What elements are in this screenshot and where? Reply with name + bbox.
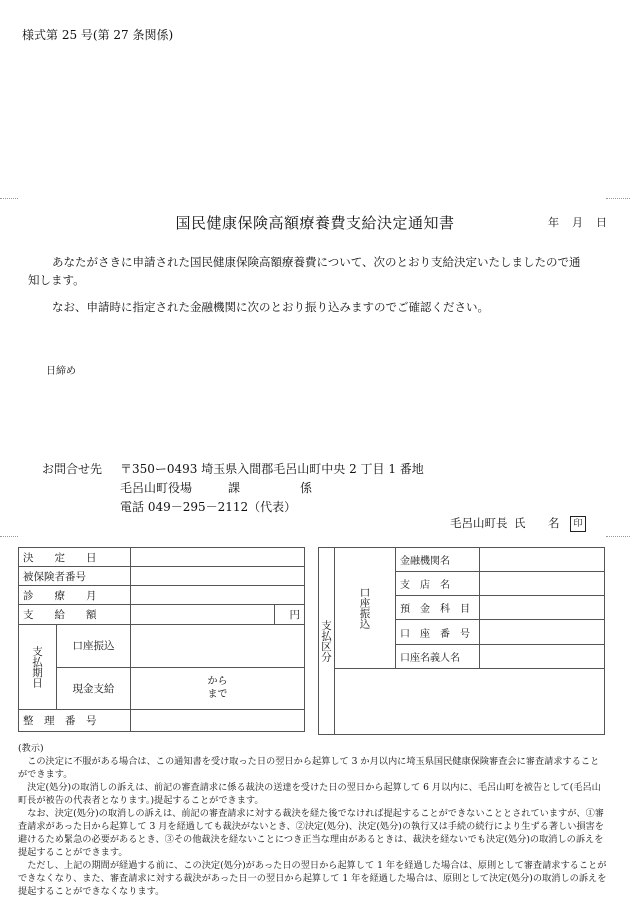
deposit-type-label: 預 金 科 目 [396, 596, 480, 620]
date-day: 日 [596, 216, 607, 229]
note-2: 決定(処分)の取消しの訴えは、前記の審査請求に係る裁決の送達を受けた日の翌日から起算して 6 月以内に、毛呂山町を被告として(毛呂山町長が被告の代表者となります。)提起することができます。 [18, 782, 601, 806]
form-number: 様式第 25 号(第 27 条関係) [22, 28, 174, 42]
insured-number-value [131, 567, 305, 586]
cash-period [131, 667, 305, 710]
branch-name-value [480, 572, 605, 596]
mayor-name-label: 氏 [514, 516, 526, 530]
date-year: 年 [548, 216, 559, 229]
decision-date-label: 決 定 日 [19, 548, 131, 567]
cash-label: 現金支給 [57, 667, 131, 710]
contact-label: お問合せ先 [42, 462, 103, 476]
account-holder-value [480, 644, 605, 668]
deposit-type-value [480, 596, 605, 620]
pay-period-label: 支払期日 [19, 625, 57, 710]
from-label: から [207, 676, 228, 688]
branch-name-label: 支 店 名 [396, 572, 480, 596]
decision-date-value [131, 548, 305, 567]
mayor-seal [570, 515, 586, 532]
seal-icon: 印 [570, 516, 586, 532]
deadline-label: 日締め [46, 366, 76, 377]
mayor-title: 毛呂山町長 [450, 516, 508, 530]
mayor-name-label-2: 名 [548, 516, 560, 530]
yen-unit: 円 [275, 605, 305, 625]
pay-category-label: 支払区分 [319, 548, 335, 735]
insured-number-label: 被保険者番号 [19, 567, 131, 586]
account-transfer-label: 口座振込 [335, 548, 396, 669]
note-4: ただし、上記の期間が経過する前に、この決定(処分)があった日の翌日から起算して 1 年を経過した場合は、原則として審査請求することができなくなり、また、審査請求に対する裁決があった日一の翌日から起算して 1 年を経過した場合は、原則として決定(処分)の取消しの訴えを提起することができなくなります。 [18, 860, 607, 897]
note-1: この決定に不服がある場合は、この通知書を受け取った日の翌日から起算して 3 か月以内に埼玉県国民健康保険審査会に審査請求することができます。 [18, 756, 600, 780]
document-title: 国民健康保険高額療養費支給決定通知書 [175, 214, 455, 232]
bank-account-table [318, 547, 605, 735]
amount-label: 支 給 額 [19, 605, 131, 625]
ref-number-value [131, 710, 305, 732]
ref-number-label: 整 理 番 号 [19, 710, 131, 732]
instructions-section [18, 742, 608, 898]
date-month: 月 [572, 216, 583, 229]
cash-pay-area [335, 668, 605, 734]
body-para2: なお、申請時に指定された金融機関に次のとおり振り込みますのでご確認ください。 [52, 300, 489, 314]
amount-value [131, 605, 275, 625]
fold-mark-right [606, 198, 630, 199]
contact-address: 〒350ー0493 埼玉県入間郡毛呂山町中央 2 丁目 1 番地 [120, 462, 424, 476]
fold-mark-right-2 [606, 536, 630, 537]
notes-header: (教示) [18, 743, 44, 754]
payment-details-table [18, 547, 305, 732]
fold-mark-left-2 [0, 536, 18, 537]
treatment-month-label: 診 療 月 [19, 586, 131, 605]
account-number-value [480, 620, 605, 644]
treatment-month-value [131, 586, 305, 605]
contact-office: 毛呂山町役場 課 係 [120, 481, 313, 495]
body-para1-line1: あなたがさきに申請された国民健康保険高額療養費について、次のとおり支給決定いたしましたので通 [52, 255, 581, 269]
account-number-label: 口 座 番 号 [396, 620, 480, 644]
bank-transfer-value [131, 625, 305, 668]
body-para1-line2: 知します。 [28, 273, 85, 287]
bank-name-value [480, 548, 605, 572]
fold-mark-left [0, 198, 18, 199]
bank-transfer-label: 口座振込 [57, 625, 131, 668]
bank-name-label: 金融機関名 [396, 548, 480, 572]
account-holder-label: 口座名義人名 [396, 644, 480, 668]
until-label: まで [207, 689, 228, 701]
contact-phone: 電話 049－295－2112（代表） [120, 500, 297, 514]
note-3: なお、決定(処分)の取消しの訴えは、前記の審査請求に対する裁決を経た後でなければ提起することができないこととされていますが、①審査請求があった日から起算して 3 月を経過しても裁決がないとき、②決定(処分)、決定(処分)の執行又は手続の続行により生ずる著しい損害を避けるため緊急の必要があるとき、③その他裁決を経ないことにつき正当な理由があるときは、裁決を経ないでも決定(処分)の取消しの訴えを提起することができます。 [18, 808, 604, 858]
